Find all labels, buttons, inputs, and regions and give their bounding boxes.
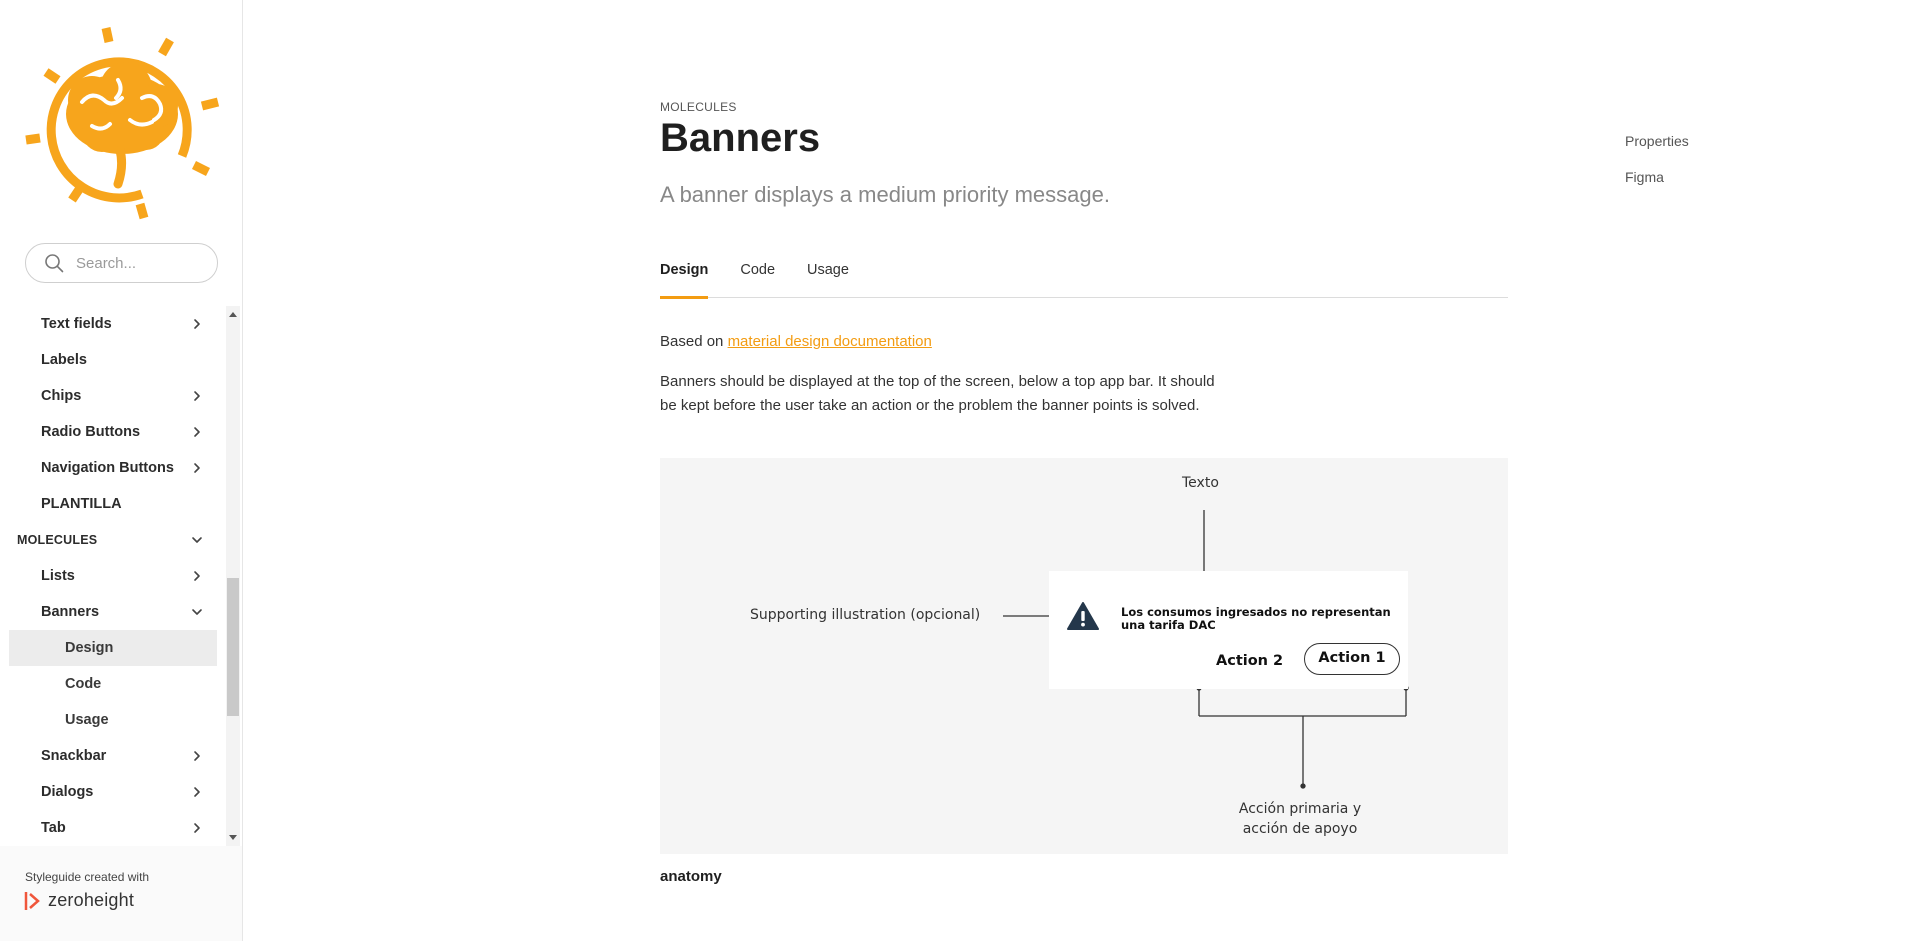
sidebar-item-snackbar[interactable] [0,738,226,774]
scroll-up-arrow-icon[interactable] [229,312,237,317]
zeroheight-brand-link[interactable] [24,890,134,911]
brain-sun-logo[interactable] [22,22,222,222]
sidebar-item-label: Usage [65,712,109,728]
chevron-right-icon[interactable] [190,461,204,475]
sidebar-item-label: Text fields [41,316,112,332]
sidebar-item-label: PLANTILLA [41,496,122,512]
scroll-down-arrow-icon[interactable] [229,835,237,840]
intro-paragraph [660,330,932,354]
anatomy-figure [660,458,1508,854]
sidebar-item-label: Dialogs [41,784,94,800]
sidebar-item-chips[interactable] [0,378,226,414]
chevron-right-icon[interactable] [190,389,204,403]
banner-example [1049,571,1408,689]
chevron-down-icon[interactable] [190,533,204,547]
warning-icon [1067,601,1099,631]
sidebar-item-molecules[interactable] [0,522,226,558]
footer-caption: Styleguide created with [25,870,150,884]
page-tabs [660,254,1508,298]
chevron-right-icon[interactable] [190,317,204,331]
sidebar-item-label: Navigation Buttons [41,460,174,476]
toc-item-figma[interactable]: Figma [1625,169,1664,185]
table-of-contents [1601,123,1849,195]
scrollbar-thumb[interactable] [227,578,239,716]
sidebar-item-label: Snackbar [41,748,107,764]
sidebar-item-label: Radio Buttons [41,424,141,440]
chevron-right-icon[interactable] [190,749,204,763]
sidebar-item-label: MOLECULES [17,533,98,547]
tab-design[interactable]: Design [660,254,708,298]
sidebar-item-tab[interactable] [0,810,226,846]
figure-caption: anatomy [660,868,722,885]
sidebar-nav [0,306,243,846]
sidebar-item-label: Code [65,676,102,692]
sidebar-item-plantilla[interactable] [0,486,226,522]
sidebar-item-label: Lists [41,568,75,584]
chevron-right-icon[interactable] [190,785,204,799]
material-design-link[interactable]: material design documentation [727,333,932,350]
sidebar-scrollbar[interactable] [226,306,240,846]
banner-message: Los consumos ingresados no representan una tarifa DAC [1121,605,1391,632]
tab-usage[interactable]: Usage [807,262,849,278]
chevron-right-icon[interactable] [190,569,204,583]
zeroheight-logo-icon [24,891,40,911]
sidebar-nav-list [0,306,226,846]
sidebar-item-design[interactable] [9,630,217,666]
chevron-down-icon[interactable] [190,605,204,619]
body-paragraph: Banners should be displayed at the top of the screen, below a top app bar. It should be kept before the user take an action or the problem the banner points is solved. [660,373,1215,414]
page-title: Banners [660,116,821,160]
sidebar-item-label: Chips [41,388,82,404]
sidebar-item-dialogs[interactable] [0,774,226,810]
search-icon [44,253,64,273]
sidebar-item-radio-buttons[interactable] [0,414,226,450]
sidebar [0,0,243,941]
sidebar-item-label: Labels [41,352,87,368]
sidebar-item-code[interactable] [0,666,226,702]
sidebar-item-text-fields[interactable] [0,306,226,342]
sidebar-item-label: Design [65,640,114,656]
sidebar-item-navigation-buttons[interactable] [0,450,226,486]
intro-prefix: Based on [660,333,728,350]
figure-label-texto: Texto [1182,475,1219,491]
chevron-right-icon[interactable] [190,821,204,835]
sidebar-item-label: Banners [41,604,100,620]
chevron-right-icon[interactable] [190,425,204,439]
breadcrumb: MOLECULES [660,100,737,114]
sidebar-item-lists[interactable] [0,558,226,594]
figure-label-supporting-illustration: Supporting illustration (opcional) [750,607,981,623]
main-content [660,0,1510,941]
search-input[interactable] [76,255,206,272]
page-subtitle: A banner displays a medium priority message. [660,182,1110,207]
zeroheight-brand-text: zeroheight [48,890,135,910]
sidebar-item-label: Tab [41,820,66,836]
sidebar-item-banners[interactable] [0,594,226,630]
tab-code[interactable]: Code [740,262,776,278]
banner-action-2-button[interactable]: Action 2 [1216,653,1284,669]
sidebar-footer [0,846,242,941]
banner-action-1-button[interactable]: Action 1 [1304,643,1400,675]
sidebar-item-labels[interactable] [0,342,226,378]
sidebar-item-usage[interactable] [0,702,226,738]
figure-label-actions: Acción primaria y acción de apoyo [1238,801,1362,837]
toc-item-properties[interactable]: Properties [1625,133,1689,149]
search-input-wrapper[interactable] [25,243,218,283]
